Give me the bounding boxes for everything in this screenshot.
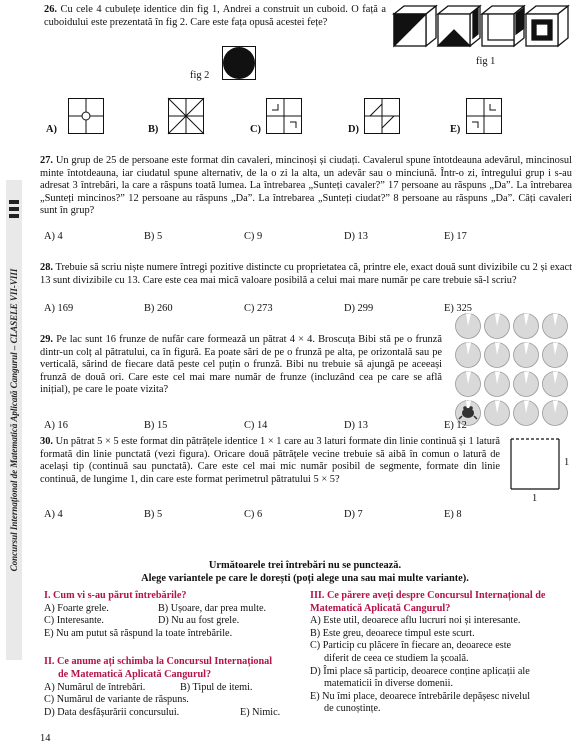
survey-3-option-b[interactable]: B) Este greu, deoarece timpul este scurt. (310, 627, 475, 639)
survey-3-option-d-line2[interactable]: matematicii în diverse domenii. (324, 678, 454, 690)
option-b[interactable]: B) 260 (144, 303, 173, 314)
survey-subheading: Alege variantele pe care le dorești (poți alege una sau mai multe variante). (141, 573, 469, 584)
survey-3-option-c-line1[interactable]: C) Particip cu plăcere în fiecare an, deoarece este (310, 640, 512, 652)
question-text: Cu cele 4 cubulețe identice din fig 1, Andrei a construit un cuboid. O față a cuboidului este prezentată în fig 2. Care este fața opusă acestei fețe? (44, 4, 386, 28)
option-a-label[interactable]: A) (46, 124, 57, 135)
survey-left-column (44, 590, 306, 719)
option-a[interactable]: A) 4 (44, 509, 63, 520)
option-c-figure[interactable] (266, 98, 302, 134)
fig2-label: fig 2 (190, 70, 210, 81)
survey-1-option-c[interactable]: C) Interesante. (44, 615, 104, 627)
bottom-length-label: 1 (532, 493, 538, 504)
survey-question-3-line2: Matematică Aplicată Cangurul? (310, 602, 451, 614)
survey-3-option-d-line1[interactable]: D) Îmi place să particip, deoarece conține aplicații ale (310, 665, 530, 677)
question-text: Trebuie să scriu niște numere întregi pozitive distincte cu proprietatea că, printre ele, exact două sunt divizibile cu 2 și exact 13 sunt divizibile cu 13. Care este cea mai mică valoare posibilă a celui mai mare număr pe care trebuie să-l scriu? (40, 262, 572, 286)
question-number: 27. (40, 155, 53, 166)
option-b[interactable]: B) 15 (144, 420, 168, 431)
unit-square-figure (510, 438, 560, 490)
sidebar-mark (9, 200, 19, 204)
survey-2-option-d[interactable]: D) Data desfășurării concursului. (44, 706, 180, 718)
option-e-label[interactable]: E) (450, 124, 461, 135)
option-e[interactable]: E) 17 (444, 231, 467, 242)
survey-1-option-b[interactable]: B) Ușoare, dar prea multe. (158, 602, 267, 614)
option-c-label[interactable]: C) (250, 124, 261, 135)
survey-3-option-e-line1[interactable]: E) Nu îmi place, deoarece întrebările depășesc nivelul (310, 690, 531, 702)
option-c[interactable]: C) 273 (244, 303, 273, 314)
option-b[interactable]: B) 5 (144, 231, 163, 242)
option-c[interactable]: C) 6 (244, 509, 263, 520)
question-number: 26. (44, 4, 57, 15)
fig2-face (222, 46, 256, 80)
option-c[interactable]: C) 14 (244, 420, 268, 431)
option-d[interactable]: D) 13 (344, 420, 368, 431)
question-number: 28. (40, 262, 53, 273)
question-text: Un pătrat 5 × 5 este format din pătrățele identice 1 × 1 care au 3 laturi formate din linie continuă și 1 latură formată din linie punctată (vezi figura). Oricare două pătrățele vecine trebuie să aibă în comun o latură de același tip (continuă sau punctată). Care este cel mai mic număr posibil de segmente, formate din linie continuă, de lungime 1, din care este format perimetrul pătratului 5 × 5? (40, 436, 500, 485)
survey-question-1: I. Cum vi s-au părut întrebările? (44, 590, 187, 601)
answer-options-27 (44, 231, 524, 242)
survey-2-option-b[interactable]: B) Tipul de itemi. (180, 681, 253, 693)
answer-options-30 (44, 509, 524, 520)
survey-2-option-c[interactable]: C) Numărul de variante de răspuns. (44, 694, 189, 706)
option-c[interactable]: C) 9 (244, 231, 263, 242)
option-d[interactable]: D) 299 (344, 303, 374, 314)
survey-1-option-e[interactable]: E) Nu am putut să răspund la toate întrebările. (44, 627, 233, 639)
option-b-figure[interactable] (168, 98, 204, 134)
question-28 (40, 262, 572, 287)
question-29 (40, 334, 442, 397)
option-b[interactable]: B) 5 (144, 509, 163, 520)
survey-1-option-d[interactable]: D) Nu au fost grele. (158, 615, 240, 627)
option-a[interactable]: A) 169 (44, 303, 74, 314)
option-e[interactable]: E) 12 (444, 420, 467, 431)
survey-2-option-a[interactable]: A) Numărul de întrebări. (44, 681, 146, 693)
option-e[interactable]: E) 8 (444, 509, 462, 520)
survey-question-3-line1: III. Ce părere aveți despre Concursul Internațional de (310, 590, 546, 601)
question-number: 30. (40, 436, 53, 447)
survey-3-option-a[interactable]: A) Este util, deoarece aflu lucruri noi și interesante. (310, 615, 521, 627)
option-a[interactable]: A) 4 (44, 231, 63, 242)
side-length-label: 1 (564, 457, 570, 468)
option-d-label[interactable]: D) (348, 124, 359, 135)
survey-question-2-line2: de Matematică Aplicată Cangurul? (58, 668, 212, 680)
question-text: Pe lac sunt 16 frunze de nufăr care formează un pătrat 4 × 4. Broscuța Bibi stă pe o frunză dintr-un colț al pătratului, ca în figură. Ea poate sări de pe o frunză pe alta, pe orizontală sau pe verticală, sărind de fiecare dată peste cel puțin o frunză. Bibi nu trebuie să ajungă pe aceeași frunză de două ori. Care este cel mai mare număr de frunze (incluzând cea pe care se află inițial), pe care le poate vizita? (40, 334, 442, 395)
survey-3-option-e-line2[interactable]: de cunoștințe. (324, 703, 381, 715)
option-a-figure[interactable] (68, 98, 104, 134)
answer-options-29 (44, 420, 524, 431)
option-e-figure[interactable] (466, 98, 502, 134)
survey-right-column (310, 590, 572, 716)
option-a[interactable]: A) 16 (44, 420, 68, 431)
sidebar-mark (9, 214, 19, 218)
lily-pad-grid (452, 310, 572, 428)
question-27 (40, 155, 572, 218)
survey-heading: Următoarele trei întrebări nu se punctează. (208, 560, 402, 571)
survey-3-option-c-line2[interactable]: diferit de ceea ce studiem la școală. (324, 652, 469, 664)
option-d[interactable]: D) 7 (344, 509, 363, 520)
option-b-label[interactable]: B) (148, 124, 159, 135)
survey-question-2-line1: II. Ce anume ați schimba la Concursul Internațional (44, 656, 273, 668)
question-number: 29. (40, 334, 53, 345)
sidebar-text: Concursul Internațional de Matematică Aplicată Cangurul – CLASELE VII-VIII (9, 268, 19, 572)
survey-1-option-a[interactable]: A) Foarte grele. (44, 602, 109, 614)
sidebar (0, 180, 30, 660)
question-text: Un grup de 25 de persoane este format din cavaleri, mincinoși și ciudați. Cavalerul spune întotdeauna adevărul, mincinosul minte întotdeauna, iar ciudatul spune alternativ, de la o zi la alta, un adevăr sau o minciună. Într-o zi, întregului grup i s-au adresat 3 întrebări, la care a răspuns toată lumea. La întrebarea „Sunteți cavaler?” 17 persoane au răspuns „Da”. La întrebarea „Sunteți mincinos?” 12 persoane au răspuns „Da”. La întrebarea „Sunteți ciudat?” 8 persoane au răspuns „Da”. Câți cavaleri sunt în grup? (40, 155, 572, 216)
fig1-cubes (392, 4, 572, 52)
option-d[interactable]: D) 13 (344, 231, 368, 242)
question-30 (40, 436, 500, 486)
question-26 (44, 4, 386, 29)
option-d-figure[interactable] (364, 98, 400, 134)
option-e[interactable]: E) 325 (444, 303, 472, 314)
page-number: 14 (40, 733, 51, 744)
survey-2-option-e[interactable]: E) Nimic. (240, 706, 281, 718)
fig1-label: fig 1 (476, 56, 496, 67)
sidebar-mark (9, 207, 19, 211)
